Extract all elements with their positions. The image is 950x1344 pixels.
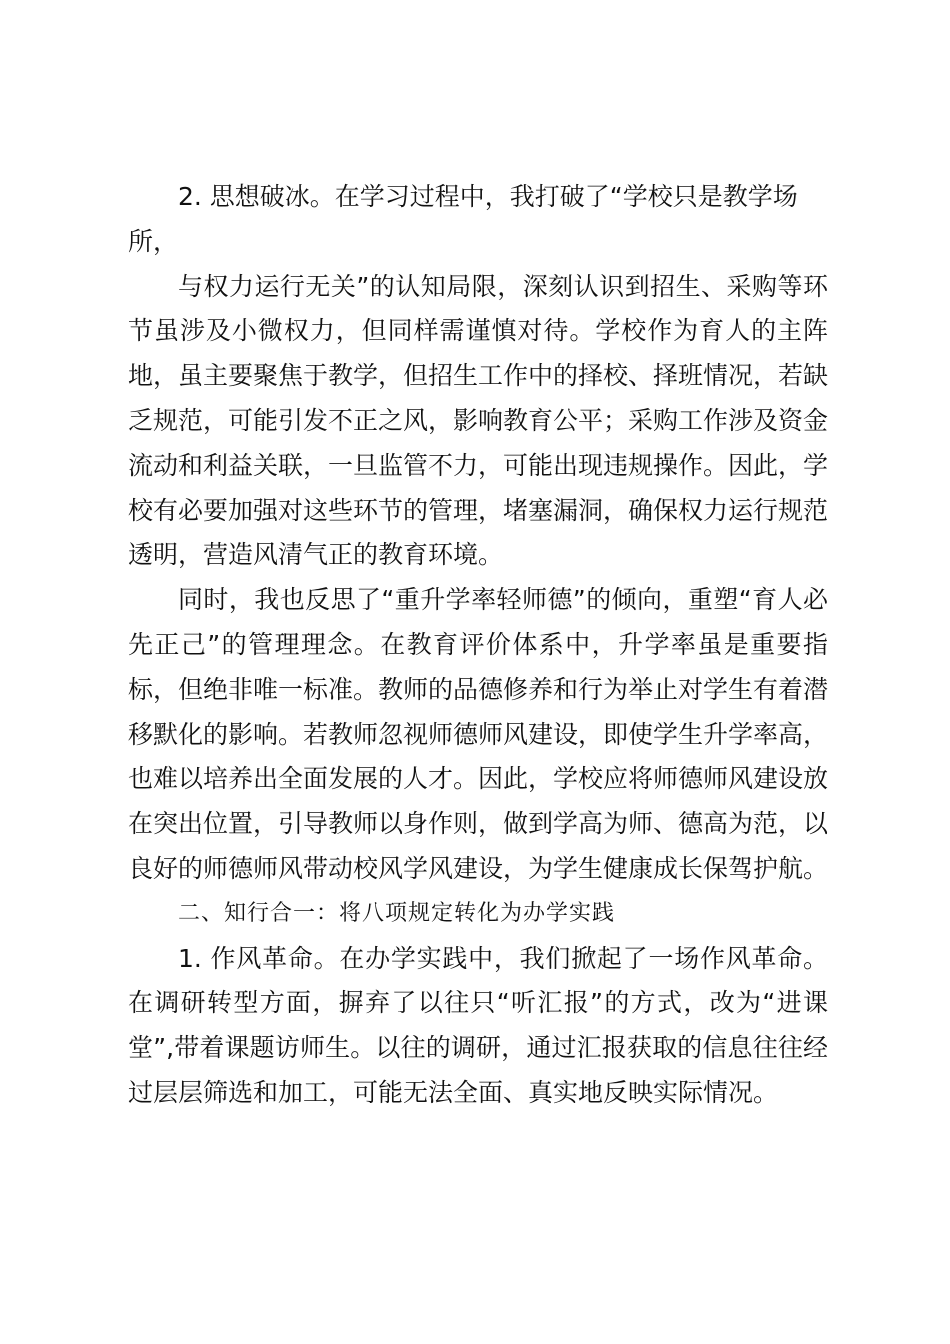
paragraph-thought-breakthrough-line1: 2. 思想破冰。在学习过程中，我打破了“学校只是教学场 xyxy=(178,182,798,211)
paragraph-teacher-ethics: 同时，我也反思了“重升学率轻师德”的倾向，重塑“育人必先正己”的管理理念。在教育评价体系中，升学率虽是重要指标，但绝非唯一标准。教师的品德修养和行为举止对学生有着潜移默化的影响。若教师忽视师德师风建设，即使学生升学率高，也难以培养出全面发展的人才。因此，学校应将师德师风建设放在突出位置，引导教师以身作则，做到学高为师、德高为范，以良好的师德师风带动校风学风建设，为学生健康成长保驾护航。 xyxy=(128,585,829,883)
paragraph-work-style-revolution: 1. 作风革命。在办学实践中，我们掀起了一场作风革命。在调研转型方面，摒弃了以往只“听汇报”的方式，改为“进课堂”,带着课题访师生。以往的调研，通过汇报获取的信息往往经过层层筛选和加工，可能无法全面、真实地反映实际情况。 xyxy=(128,943,828,1107)
document-body xyxy=(128,175,828,1116)
paragraph-thought-breakthrough-line2: 所， xyxy=(128,226,179,256)
section-heading-unity-of-knowledge-and-action: 二、知行合一：将八项规定转化为办学实践 xyxy=(178,900,616,926)
paragraph-power-awareness: 与权力运行无关”的认知局限，深刻认识到招生、采购等环节虽涉及小微权力，但同样需谨慎对待。学校作为育人的主阵地，虽主要聚焦于教学，但招生工作中的择校、择班情况，若缺乏规范，可能引发不正之风，影响教育公平；采购工作涉及资金流动和利益关联，一旦监管不力，可能出现违规操作。因此，学校有必要加强对这些环节的管理，堵塞漏洞，确保权力运行规范透明，营造风清气正的教育环境。 xyxy=(128,271,829,570)
